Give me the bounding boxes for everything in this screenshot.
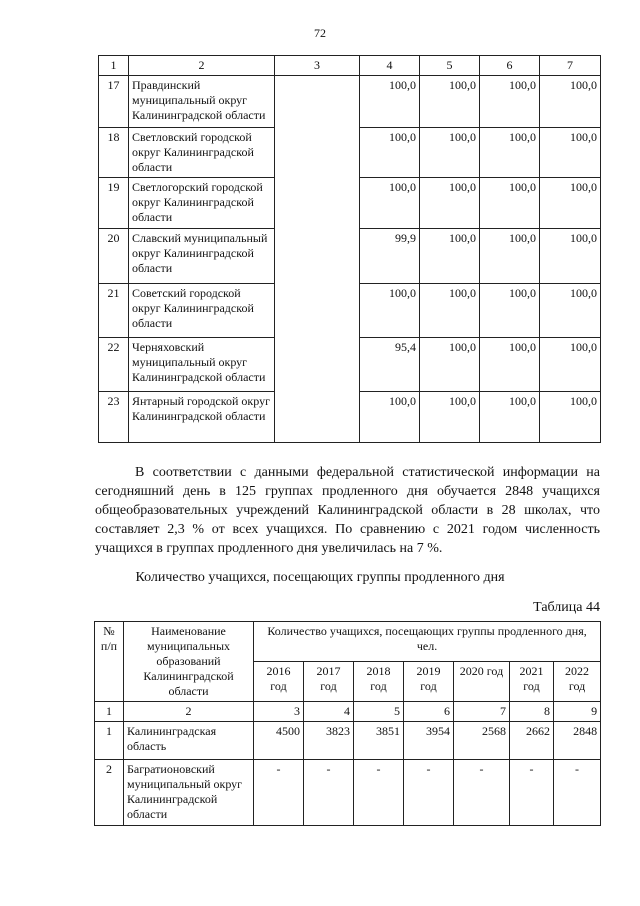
value-cell: 100,0 bbox=[360, 76, 420, 128]
value-cell: - bbox=[454, 760, 510, 826]
municipal-table-continued bbox=[98, 55, 601, 443]
table-row bbox=[99, 76, 601, 128]
table-header-row bbox=[95, 622, 601, 662]
year-cell: 2020 год bbox=[454, 662, 510, 702]
value-cell: - bbox=[554, 760, 601, 826]
header-number: № п/п bbox=[95, 622, 124, 702]
index-cell: 7 bbox=[454, 702, 510, 722]
year-cell: 2017 год bbox=[304, 662, 354, 702]
table-row bbox=[95, 760, 601, 826]
value-cell: - bbox=[354, 760, 404, 826]
index-cell: 9 bbox=[554, 702, 601, 722]
index-cell: 5 bbox=[354, 702, 404, 722]
index-cell: 6 bbox=[404, 702, 454, 722]
empty-cell bbox=[275, 178, 360, 229]
value-cell: 100,0 bbox=[540, 338, 601, 392]
header-name: Наименование муниципальных образований Калининградской области bbox=[124, 622, 254, 702]
table-row bbox=[99, 128, 601, 178]
value-cell: 100,0 bbox=[420, 284, 480, 338]
row-number: 1 bbox=[95, 722, 124, 760]
value-cell: 100,0 bbox=[480, 392, 540, 443]
header-cell: 6 bbox=[480, 56, 540, 76]
value-cell: 100,0 bbox=[540, 284, 601, 338]
year-cell: 2016 год bbox=[254, 662, 304, 702]
value-cell: 100,0 bbox=[540, 128, 601, 178]
municipality-name: Советский городской округ Калининградской области bbox=[129, 284, 275, 338]
municipality-name: Калининградская область bbox=[124, 722, 254, 760]
value-cell: 100,0 bbox=[540, 76, 601, 128]
municipality-name: Правдинский муниципальный округ Калининградской области bbox=[129, 76, 275, 128]
value-cell: 4500 bbox=[254, 722, 304, 760]
index-cell: 1 bbox=[95, 702, 124, 722]
index-cell: 4 bbox=[304, 702, 354, 722]
row-number: 22 bbox=[99, 338, 129, 392]
value-cell: 2568 bbox=[454, 722, 510, 760]
students-table bbox=[94, 621, 601, 826]
header-cell: 5 bbox=[420, 56, 480, 76]
row-number: 21 bbox=[99, 284, 129, 338]
value-cell: 100,0 bbox=[420, 76, 480, 128]
value-cell: 100,0 bbox=[480, 76, 540, 128]
year-cell: 2018 год bbox=[354, 662, 404, 702]
table-row bbox=[99, 338, 601, 392]
paragraph-text: В соответствии с данными федеральной статистической информации на сегодняшний день в 125 группах продленного дня обучается 2848 учащихся общеобразовательных учреждений Калининградской области в 28 школах, что составляет 2,3 % от всех учащихся. По сравнению с 2021 годом численность учащихся в группах продленного дня увеличилась на 7 %. bbox=[95, 465, 600, 556]
value-cell: 100,0 bbox=[480, 338, 540, 392]
value-cell: 100,0 bbox=[480, 178, 540, 229]
row-number: 19 bbox=[99, 178, 129, 229]
value-cell: - bbox=[510, 760, 554, 826]
row-number: 17 bbox=[99, 76, 129, 128]
value-cell: 95,4 bbox=[360, 338, 420, 392]
value-cell: 100,0 bbox=[540, 178, 601, 229]
empty-cell bbox=[275, 76, 360, 128]
table-row bbox=[99, 229, 601, 284]
value-cell: 100,0 bbox=[420, 128, 480, 178]
header-cell: 1 bbox=[99, 56, 129, 76]
index-cell: 8 bbox=[510, 702, 554, 722]
municipality-name: Черняховский муниципальный округ Калининградской области bbox=[129, 338, 275, 392]
value-cell: 100,0 bbox=[360, 178, 420, 229]
value-cell: 2662 bbox=[510, 722, 554, 760]
empty-cell bbox=[275, 284, 360, 338]
year-cell: 2022 год bbox=[554, 662, 601, 702]
page-number: 72 bbox=[314, 26, 326, 40]
value-cell: 3954 bbox=[404, 722, 454, 760]
table-header-row bbox=[99, 56, 601, 76]
value-cell: 3851 bbox=[354, 722, 404, 760]
value-cell: 100,0 bbox=[360, 128, 420, 178]
value-cell: 100,0 bbox=[420, 338, 480, 392]
table-label: Таблица 44 bbox=[533, 600, 600, 615]
row-number: 2 bbox=[95, 760, 124, 826]
value-cell: 100,0 bbox=[540, 392, 601, 443]
value-cell: 100,0 bbox=[420, 392, 480, 443]
value-cell: - bbox=[404, 760, 454, 826]
value-cell: - bbox=[304, 760, 354, 826]
row-number: 18 bbox=[99, 128, 129, 178]
header-cell: 3 bbox=[275, 56, 360, 76]
table-row bbox=[99, 284, 601, 338]
year-cell: 2021 год bbox=[510, 662, 554, 702]
value-cell: 3823 bbox=[304, 722, 354, 760]
municipality-name: Славский муниципальный округ Калининградской области bbox=[129, 229, 275, 284]
value-cell: 100,0 bbox=[360, 284, 420, 338]
body-paragraph bbox=[95, 463, 600, 558]
header-cell: 2 bbox=[129, 56, 275, 76]
table-caption: Количество учащихся, посещающих группы продленного дня bbox=[135, 570, 505, 585]
table-row bbox=[99, 178, 601, 229]
empty-cell bbox=[275, 338, 360, 392]
index-cell: 2 bbox=[124, 702, 254, 722]
empty-cell bbox=[275, 229, 360, 284]
empty-cell bbox=[275, 128, 360, 178]
municipality-name: Янтарный городской округ Калининградской области bbox=[129, 392, 275, 443]
value-cell: 100,0 bbox=[420, 229, 480, 284]
municipality-name: Светловский городской округ Калининградской области bbox=[129, 128, 275, 178]
value-cell: 100,0 bbox=[480, 284, 540, 338]
value-cell: 100,0 bbox=[540, 229, 601, 284]
header-cell: 4 bbox=[360, 56, 420, 76]
empty-cell bbox=[275, 392, 360, 443]
year-cell: 2019 год bbox=[404, 662, 454, 702]
municipality-name: Багратионовский муниципальный округ Калининградской области bbox=[124, 760, 254, 826]
municipality-name: Светлогорский городской округ Калининградской области bbox=[129, 178, 275, 229]
value-cell: 100,0 bbox=[420, 178, 480, 229]
row-number: 20 bbox=[99, 229, 129, 284]
value-cell: 100,0 bbox=[480, 128, 540, 178]
value-cell: 2848 bbox=[554, 722, 601, 760]
value-cell: 100,0 bbox=[480, 229, 540, 284]
header-group: Количество учащихся, посещающих группы продленного дня, чел. bbox=[254, 622, 601, 662]
index-cell: 3 bbox=[254, 702, 304, 722]
index-row bbox=[95, 702, 601, 722]
value-cell: 99,9 bbox=[360, 229, 420, 284]
row-number: 23 bbox=[99, 392, 129, 443]
table-row bbox=[95, 722, 601, 760]
header-cell: 7 bbox=[540, 56, 601, 76]
table-row bbox=[99, 392, 601, 443]
value-cell: - bbox=[254, 760, 304, 826]
value-cell: 100,0 bbox=[360, 392, 420, 443]
